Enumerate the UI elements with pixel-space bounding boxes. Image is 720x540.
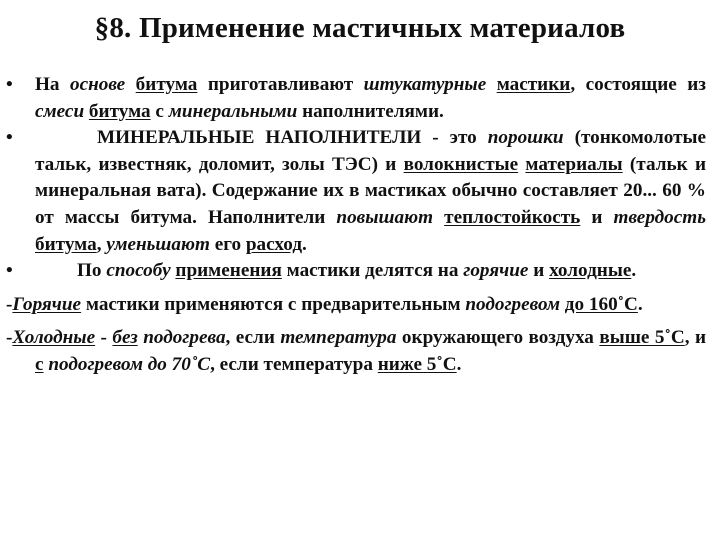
text: . xyxy=(302,233,307,255)
underlined-term: Холодные xyxy=(12,327,96,349)
underlined-term: битума xyxy=(135,74,198,95)
text: приготавливают xyxy=(197,74,364,95)
dash-marker: - xyxy=(6,327,13,349)
text: с xyxy=(150,100,169,122)
emphasis: минеральными xyxy=(168,100,298,122)
text: МИНЕРАЛЬНЫЕ НАПОЛНИТЕЛИ - это xyxy=(97,127,488,149)
underlined-term: ниже 5˚С xyxy=(377,353,457,375)
dash-paragraph-hot-mastics xyxy=(6,292,706,319)
text: мастики применяются с предварительным xyxy=(81,293,466,315)
emphasis: твердость xyxy=(613,206,706,228)
bullet-paragraph-bitumen-base xyxy=(6,72,706,125)
emphasis: смеси xyxy=(35,100,85,122)
emphasis: штукатурные xyxy=(363,74,487,95)
emphasis: порошки xyxy=(487,127,564,149)
text: , если температура xyxy=(210,353,378,375)
text: его xyxy=(209,233,246,255)
text: наполнителями. xyxy=(297,100,444,122)
bullet-icon: • xyxy=(6,127,13,149)
text: На xyxy=(35,74,70,95)
underlined-term: выше 5˚С xyxy=(599,327,685,349)
emphasis: способу xyxy=(106,260,171,282)
emphasis: уменьшают xyxy=(106,233,210,255)
underlined-term: битума xyxy=(35,233,97,255)
emphasis: повышают xyxy=(336,206,434,228)
text: , состоящие из xyxy=(570,74,706,95)
text: . xyxy=(637,293,643,315)
dash-marker: - xyxy=(6,293,13,315)
emphasis: подогревом до 70˚С xyxy=(48,353,211,375)
underlined-term: применения xyxy=(175,260,282,282)
underlined-term: Горячие xyxy=(12,293,82,315)
text xyxy=(125,74,135,95)
dash-paragraph-cold-mastics xyxy=(6,325,706,378)
emphasis: подогрева xyxy=(143,327,226,349)
emphasis: подогревом xyxy=(465,293,560,315)
underlined-term: теплостойкость xyxy=(444,206,581,228)
text: , если xyxy=(225,327,281,349)
bullet-paragraph-application-method xyxy=(6,258,706,285)
text: и xyxy=(580,206,614,228)
text: , xyxy=(96,233,107,255)
bullet-icon: • xyxy=(6,260,13,282)
bullet-icon: • xyxy=(6,74,13,95)
text: . xyxy=(631,260,637,282)
text: - xyxy=(95,327,113,349)
underlined-term: холодные xyxy=(549,260,632,282)
underlined-term: битума xyxy=(88,100,151,122)
text xyxy=(433,207,444,228)
text: (тальк и минеральная вата). Содержание их в мастиках обычно составляет 20... 60 % от массы битума. Наполнители xyxy=(35,153,706,228)
slide-title: §8. Применение мастичных материалов xyxy=(94,12,626,44)
text: . xyxy=(456,353,462,375)
underlined-term: без xyxy=(112,327,138,349)
text: , и xyxy=(684,327,707,349)
text: и xyxy=(528,260,550,282)
underlined-term: с xyxy=(35,353,44,375)
underlined-term: расход xyxy=(245,233,303,255)
emphasis: температура xyxy=(280,327,397,349)
underlined-term: материалы xyxy=(525,153,623,175)
text: окружающего воздуха xyxy=(396,327,600,349)
underlined-term: до 160˚С xyxy=(564,293,638,315)
emphasis: основе xyxy=(69,74,126,95)
underlined-term: волокнистые xyxy=(403,153,519,175)
emphasis: горячие xyxy=(463,260,529,282)
bullet-paragraph-mineral-fillers xyxy=(6,125,706,258)
text: (тонкомолотые тальк, известняк, доломит, золы ТЭС) и xyxy=(35,127,706,175)
underlined-term: мастики xyxy=(496,74,571,95)
text: мастики делятся на xyxy=(281,260,464,282)
text xyxy=(486,74,496,95)
text: По xyxy=(77,260,107,282)
slide-body xyxy=(6,72,706,379)
